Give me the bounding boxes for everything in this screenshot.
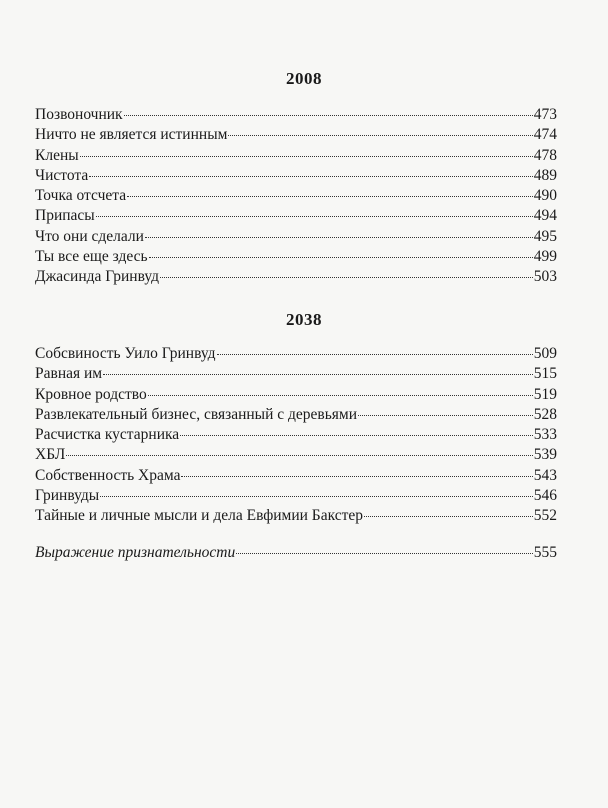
entry-title: Гринвуды <box>35 487 100 505</box>
toc-entry[interactable] <box>35 405 557 425</box>
entry-page: 473 <box>533 106 557 123</box>
entry-page: 494 <box>533 207 557 225</box>
entry-title: Ты все еще здесь <box>35 248 148 266</box>
entry-title: Тайные и личные мысли и дела Евфимии Бакстер <box>35 507 364 525</box>
entry-title: Что они сделали <box>35 227 144 245</box>
leader-dots <box>217 354 533 355</box>
entry-page: 489 <box>533 166 557 184</box>
entry-title: Чистота <box>35 166 89 184</box>
leader-dots <box>66 455 533 456</box>
entry-page: 499 <box>533 248 557 266</box>
leader-dots <box>228 135 532 136</box>
toc-entry-acknowledgements[interactable] <box>35 543 557 563</box>
entry-title: Клены <box>35 146 79 164</box>
entry-title: Точка отсчета <box>35 187 127 205</box>
entry-page: 474 <box>533 126 557 144</box>
entry-title: Ничто не является истинным <box>35 126 228 144</box>
entry-title: Выражение признательности <box>35 544 236 561</box>
toc-entry[interactable] <box>35 486 557 506</box>
entry-title: ХБЛ <box>35 446 66 464</box>
entry-page: 478 <box>533 146 557 164</box>
toc-entry[interactable] <box>35 125 557 145</box>
entry-title: Собсвиность Уило Гринвуд <box>35 345 216 362</box>
entry-page: 519 <box>533 385 557 403</box>
entry-title: Равная им <box>35 365 103 383</box>
entry-page: 490 <box>533 187 557 205</box>
toc-entry[interactable] <box>35 466 557 486</box>
entry-page: 515 <box>533 365 557 383</box>
toc-entry[interactable] <box>35 425 557 445</box>
entry-page: 546 <box>533 487 557 505</box>
leader-dots <box>96 216 533 217</box>
section-heading-2008: 2008 <box>286 69 322 88</box>
leader-dots <box>181 476 532 477</box>
entry-page: 495 <box>533 227 557 245</box>
toc-entry[interactable] <box>35 506 557 526</box>
leader-dots <box>124 115 533 116</box>
leader-dots <box>80 156 533 157</box>
entry-title: Джасинда Гринвуд <box>35 268 160 286</box>
entry-title: Собственность Храма <box>35 466 181 484</box>
entry-title: Позвоночник <box>35 106 123 123</box>
leader-dots <box>358 415 533 416</box>
entry-page: 543 <box>533 466 557 484</box>
leader-dots <box>100 496 533 497</box>
entry-page: 552 <box>533 507 557 525</box>
toc-entry[interactable] <box>35 344 557 364</box>
leader-dots <box>145 237 533 238</box>
leader-dots <box>89 176 533 177</box>
leader-dots <box>236 553 532 554</box>
toc-entry[interactable] <box>35 146 557 166</box>
toc-entry[interactable] <box>35 364 557 384</box>
toc-list-acknowledgements <box>35 543 557 563</box>
entry-page: 555 <box>533 544 557 561</box>
leader-dots <box>127 196 533 197</box>
toc-entry[interactable] <box>35 267 557 287</box>
toc-entry[interactable] <box>35 445 557 465</box>
entry-page: 539 <box>533 446 557 464</box>
toc-entry[interactable] <box>35 227 557 247</box>
leader-dots <box>149 257 533 258</box>
toc-entry[interactable] <box>35 186 557 206</box>
section-heading-2038: 2038 <box>286 310 322 329</box>
leader-dots <box>160 277 533 278</box>
leader-dots <box>103 374 533 375</box>
toc-entry[interactable] <box>35 247 557 267</box>
toc-entry[interactable] <box>35 385 557 405</box>
entry-page: 509 <box>533 345 557 362</box>
entry-title: Припасы <box>35 207 95 225</box>
entry-title: Расчистка кустарника <box>35 426 180 444</box>
toc-list-2038 <box>35 344 557 527</box>
toc-list-2008 <box>35 105 557 288</box>
leader-dots <box>148 395 533 396</box>
entry-title: Кровное родство <box>35 385 147 403</box>
entry-title: Развлекательный бизнес, связанный с деревьями <box>35 405 358 423</box>
toc-entry[interactable] <box>35 166 557 186</box>
leader-dots <box>180 435 533 436</box>
toc-entry[interactable] <box>35 105 557 125</box>
leader-dots <box>364 516 533 517</box>
toc-entry[interactable] <box>35 206 557 226</box>
entry-page: 528 <box>533 405 557 423</box>
entry-page: 503 <box>533 268 557 286</box>
entry-page: 533 <box>533 426 557 444</box>
